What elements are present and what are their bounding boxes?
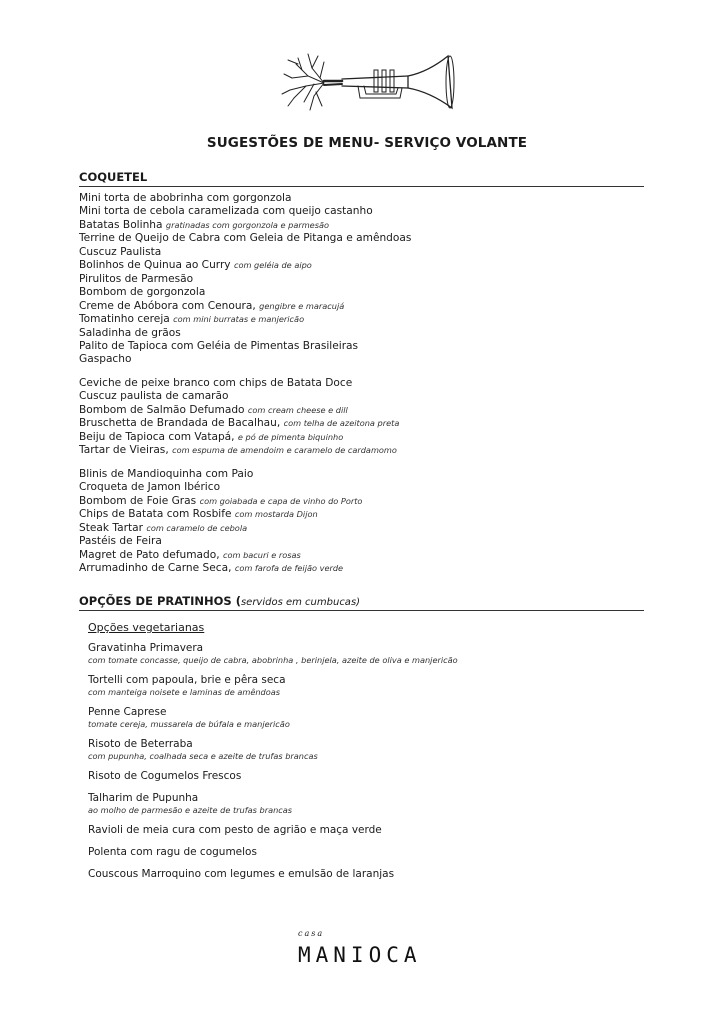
menu-item: [79, 468, 659, 481]
dish-name: Talharim de Pupunha: [88, 792, 199, 804]
dish-name: Tortelli com papoula, brie e pêra seca: [88, 674, 286, 686]
brand-small-text: casa: [298, 929, 325, 938]
menu-item-name: Bruschetta de Brandada de Bacalhau,: [79, 417, 281, 430]
menu-item-name: Steak Tartar: [79, 521, 143, 534]
vegetarian-dish: [88, 824, 648, 837]
menu-item: [79, 327, 659, 340]
menu-item: [79, 508, 659, 521]
dish-name: Ravioli de meia cura com pesto de agrião e maça verde: [88, 824, 382, 836]
menu-item-name: Arrumadinho de Carne Seca,: [79, 562, 232, 575]
menu-item: [79, 300, 659, 313]
menu-item: [79, 562, 659, 575]
vegetarian-dish: [88, 706, 648, 730]
coquetel-heading: [79, 166, 644, 187]
menu-item: [79, 353, 659, 366]
vegetarian-dish: [88, 770, 648, 783]
page-title: SUGESTÕES DE MENU- SERVIÇO VOLANTE: [206, 135, 528, 151]
dish-description: com tomate concasse, queijo de cabra, abobrinha , berinjela, azeite de oliva e manjericão: [88, 655, 458, 665]
menu-item-name: Blinis de Mandioquinha com Paio: [79, 468, 254, 480]
coquetel-list-2: [79, 377, 659, 458]
dish-description: com pupunha, coalhada seca e azeite de trufas brancas: [88, 751, 318, 761]
vegetarian-dish: [88, 738, 648, 762]
menu-item-name: Palito de Tapioca com Geléia de Pimentas Brasileiras: [79, 339, 359, 352]
menu-item: [79, 535, 659, 548]
coquetel-list-3: [79, 468, 659, 576]
menu-item: [79, 205, 659, 218]
menu-item: [79, 340, 659, 353]
menu-item: [79, 431, 659, 444]
menu-item-description: com mostarda Dijon: [234, 509, 318, 520]
menu-item-name: Tomatinho cereja: [79, 313, 170, 326]
menu-item-description: gengibre e maracujá: [259, 300, 345, 311]
menu-item: [79, 377, 659, 390]
pratinhos-heading-text: OPÇÕES DE PRATINHOS (: [79, 594, 241, 608]
dish-name: Risoto de Cogumelos Frescos: [88, 770, 242, 782]
menu-item-name: Creme de Abóbora com Cenoura,: [79, 299, 256, 312]
coquetel-heading-text: COQUETEL: [79, 170, 148, 184]
menu-item-description: com cream cheese e dill: [247, 404, 348, 415]
menu-item-name: Pastéis de Feira: [79, 535, 162, 548]
menu-item-name: Magret de Pato defumado,: [79, 548, 220, 561]
menu-item-name: Bombom de gorgonzola: [79, 286, 206, 299]
dish-name: Gravatinha Primavera: [88, 642, 204, 654]
menu-item-name: Bombom de Foie Gras: [79, 494, 197, 507]
menu-item-description: com caramelo de cebola: [146, 522, 248, 533]
menu-item: [79, 404, 659, 417]
menu-item: [79, 313, 659, 326]
menu-item-description: com espuma de amendoim e caramelo de cardamomo: [172, 445, 397, 456]
menu-item-name: Gaspacho: [79, 353, 132, 366]
casa-manioca-logo: [280, 905, 446, 1015]
dish-description: tomate cereja, mussarela de búfala e manjericão: [88, 719, 290, 729]
vegetarian-dish: [88, 868, 648, 881]
dish-name: Polenta com ragu de cogumelos: [88, 846, 257, 858]
brand-name: MANIOCA: [298, 943, 422, 967]
dish-name: Couscous Marroquino com legumes e emulsão de laranjas: [88, 868, 395, 880]
menu-item-name: Tartar de Vieiras,: [79, 444, 169, 457]
menu-item: [79, 522, 659, 535]
vegetarian-dish: [88, 846, 648, 859]
menu-item-name: Chips de Batata com Rosbife: [79, 508, 232, 521]
menu-item: [79, 259, 659, 272]
menu-item-description: com mini burratas e manjericão: [173, 314, 305, 325]
menu-item-name: Bolinhos de Quinua ao Curry: [79, 259, 231, 272]
dish-name: Penne Caprese: [88, 706, 167, 718]
menu-item-name: Batatas Bolinha: [79, 218, 163, 231]
menu-item-name: Beiju de Tapioca com Vatapá,: [79, 430, 235, 443]
menu-item-description: e pó de pimenta biquinho: [237, 431, 344, 442]
coquetel-list-1: [79, 192, 659, 367]
menu-item-name: Bombom de Salmão Defumado: [79, 403, 245, 416]
pratinhos-heading: [79, 590, 644, 611]
menu-item-name: Terrine de Queijo de Cabra com Geleia de Pitanga e amêndoas: [79, 232, 412, 245]
dish-description: ao molho de parmesão e azeite de trufas brancas: [88, 805, 293, 815]
menu-item: [79, 444, 659, 457]
menu-item: [79, 219, 659, 232]
dish-description: com manteiga noisete e laminas de amêndoas: [88, 687, 281, 697]
menu-item: [79, 549, 659, 562]
menu-item-name: Ceviche de peixe branco com chips de Batata Doce: [79, 377, 353, 389]
menu-item: [79, 192, 659, 205]
menu-item-name: Mini torta de cebola caramelizada com queijo castanho: [79, 205, 373, 218]
menu-item: [79, 495, 659, 508]
dish-name: Risoto de Beterraba: [88, 738, 193, 750]
menu-item-name: Saladinha de grãos: [79, 326, 181, 339]
menu-item-description: com farofa de feijão verde: [234, 563, 344, 574]
menu-item-name: Mini torta de abobrinha com gorgonzola: [79, 192, 292, 204]
vegetarian-dish: [88, 642, 648, 666]
menu-item-description: com bacuri e rosas: [222, 549, 301, 560]
menu-item-name: Croqueta de Jamon Ibérico: [79, 481, 221, 494]
menu-item: [79, 273, 659, 286]
pratinhos-heading-note: servidos em cumbucas): [240, 597, 361, 608]
menu-item-description: gratinadas com gorgonzola e parmesão: [165, 219, 330, 230]
menu-item-description: com geléia de aipo: [233, 260, 312, 271]
menu-item: [79, 390, 659, 403]
menu-item: [79, 417, 659, 430]
menu-item: [79, 232, 659, 245]
menu-item: [79, 481, 659, 494]
menu-item-description: com goiabada e capa de vinho do Porto: [199, 495, 363, 506]
menu-item: [79, 246, 659, 259]
vegetarian-dish: [88, 792, 648, 816]
menu-item-name: Pirulitos de Parmesão: [79, 272, 194, 285]
menu-item-name: Cuscuz paulista de camarão: [79, 390, 229, 403]
vegetarian-list: [88, 642, 648, 890]
menu-item-name: Cuscuz Paulista: [79, 245, 162, 258]
menu-item-description: com telha de azeitona preta: [283, 418, 400, 429]
vegetarian-options-title: Opções vegetarianas: [88, 621, 205, 634]
menu-item: [79, 286, 659, 299]
tree-trumpet-illustration-icon: [278, 46, 456, 120]
vegetarian-dish: [88, 674, 648, 698]
